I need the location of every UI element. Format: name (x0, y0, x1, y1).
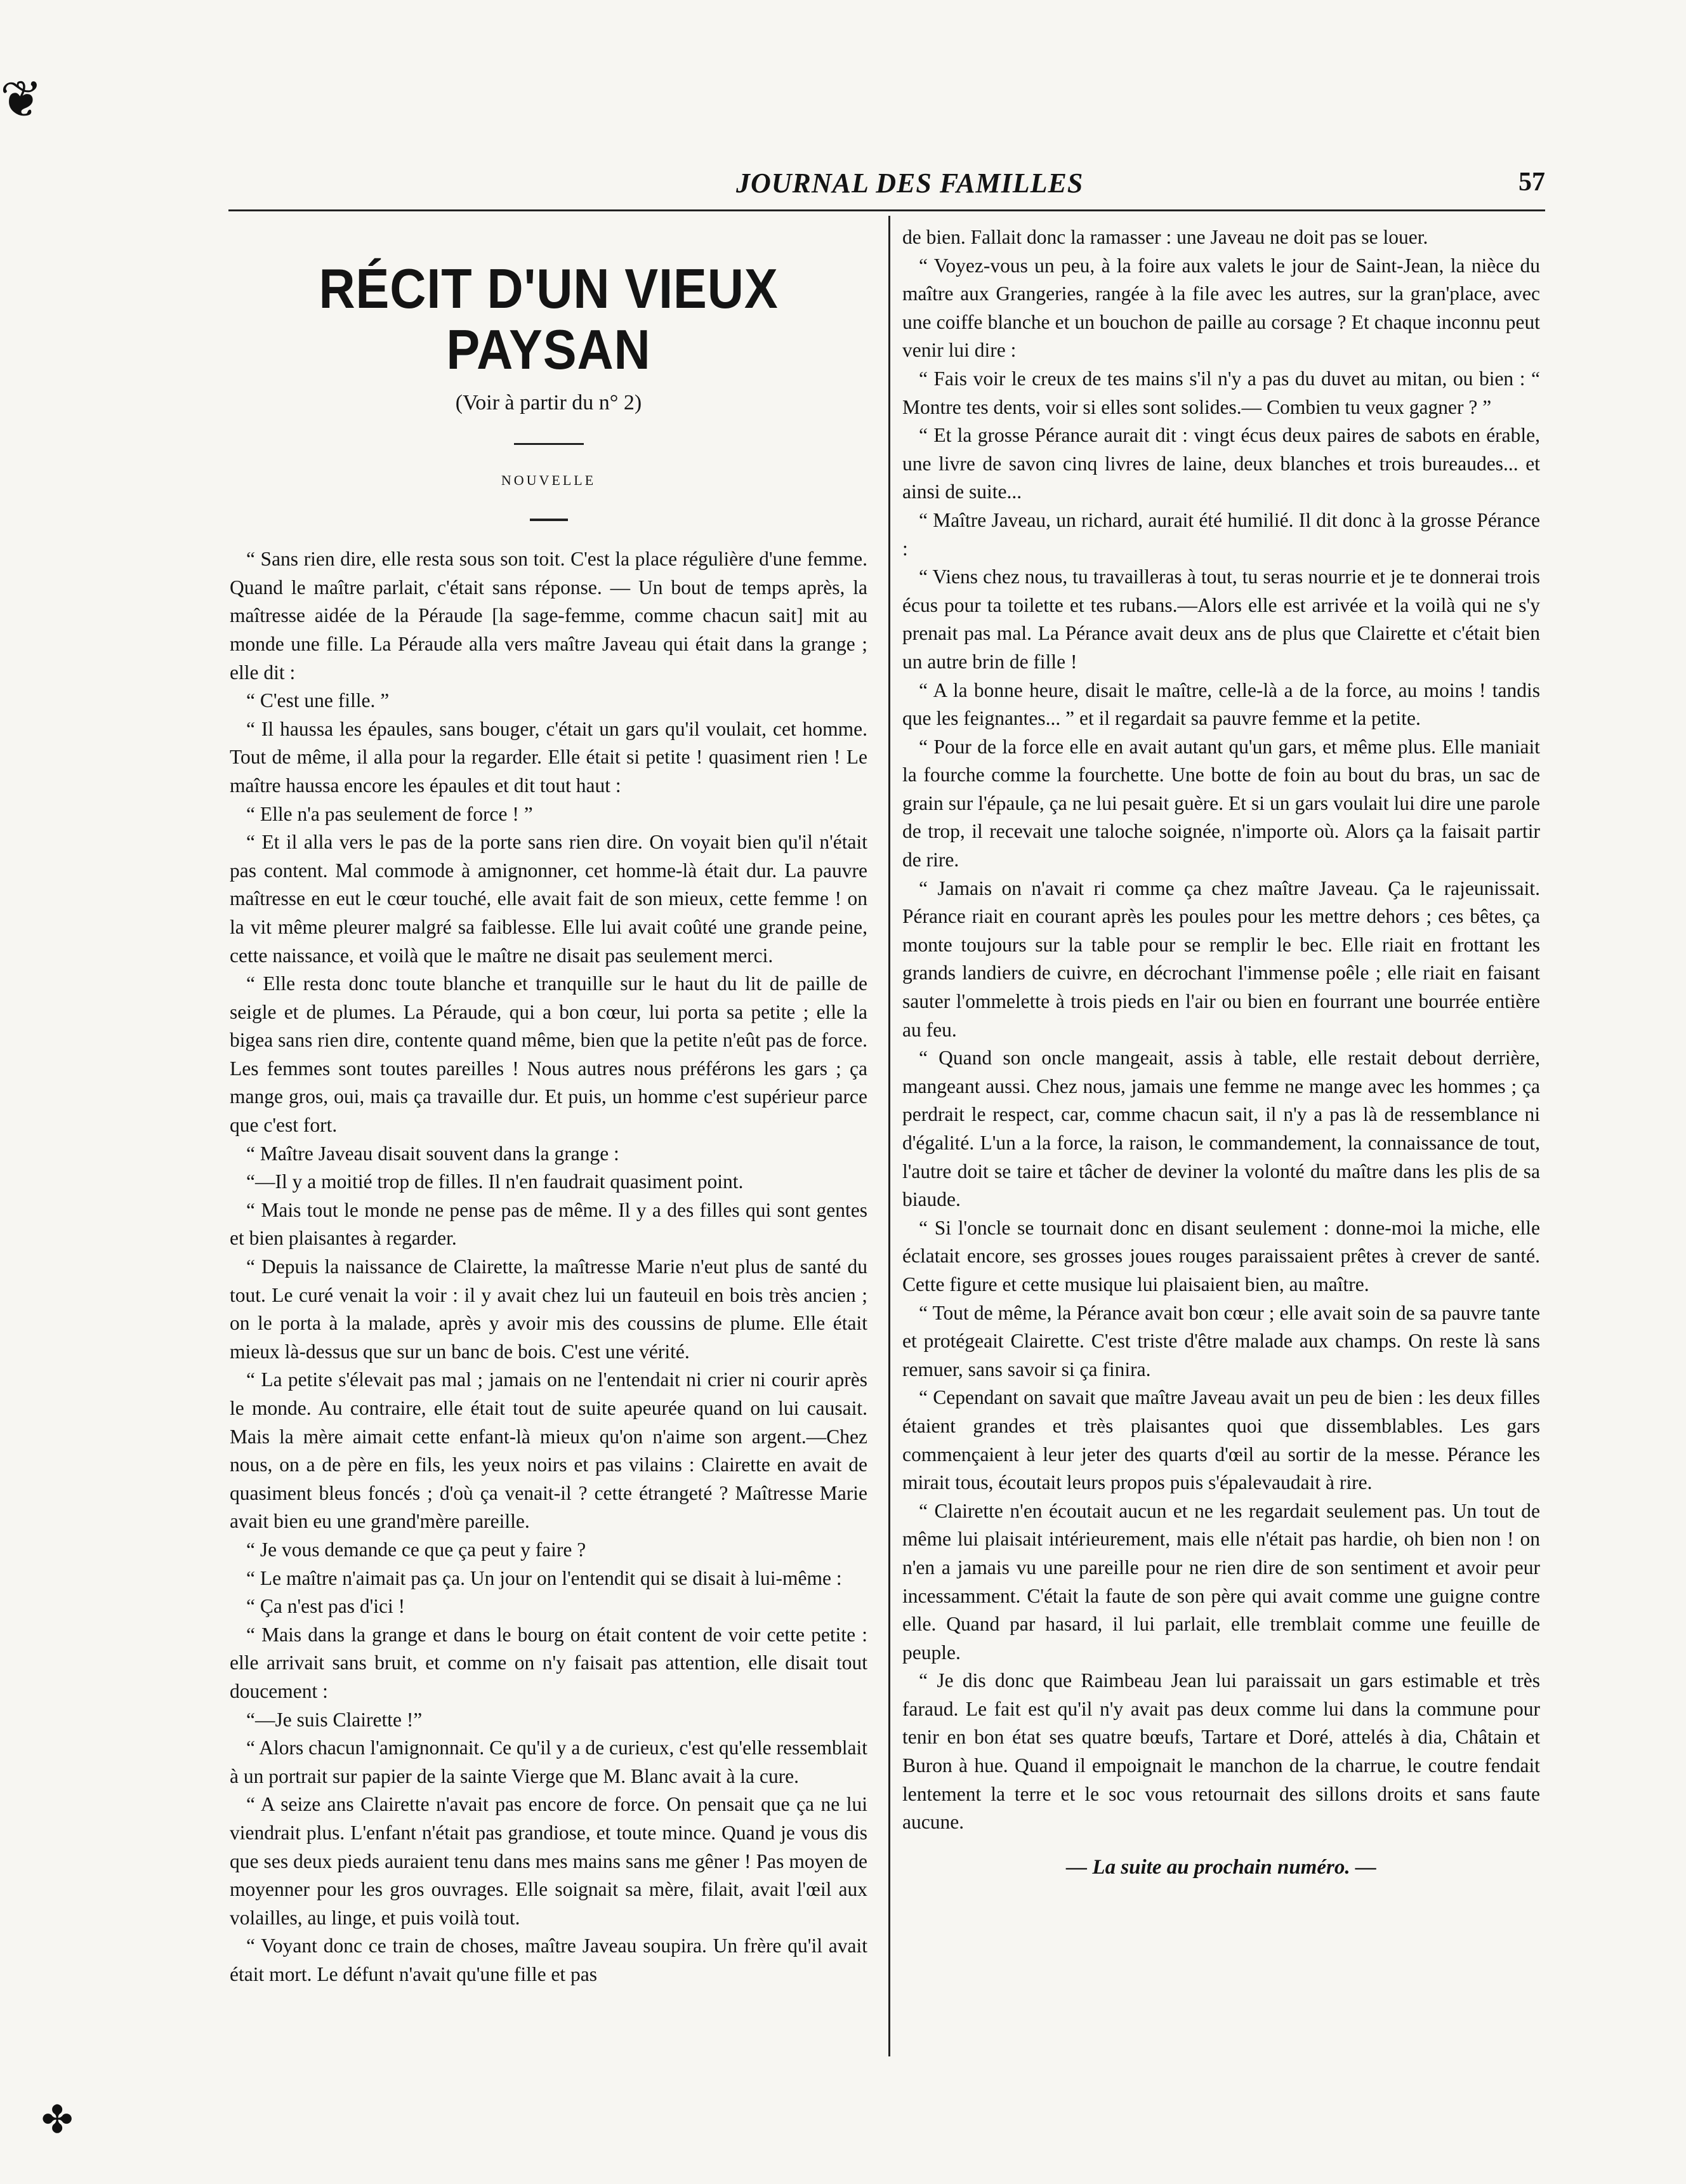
paragraph: “ Maître Javeau, un richard, aurait été humilié. Il dit donc à la grosse Pérance : (902, 508, 1540, 560)
paragraph: “ Maître Javeau disait souvent dans la grange : (246, 1142, 619, 1165)
paragraph: “ Le maître n'aimait pas ça. Un jour on l'entendit qui se disait à lui-même : (246, 1566, 842, 1589)
paragraph: “ Ça n'est pas d'ici ! (246, 1595, 405, 1618)
paragraph: “ Mais tout le monde ne pense pas de même. Il y a des filles qui sont gentes et bien plaisantes à regarder. (230, 1198, 867, 1250)
paragraph: “ A seize ans Clairette n'avait pas encore de force. On pensait que ça ne lui viendrait plus. L'enfant n'était pas grandiose, et toute mince. Quand je vous dis que ses deux pieds auraient tenu dans mes mains sans me gêner ! Pas moyen de moyenner pour les gros ouvrages. Elle soignait sa mère, filait, avait l'œil aux volailles, au linge, et puis voilà tout. (230, 1793, 867, 1929)
paragraph: “ Et il alla vers le pas de la porte sans rien dire. On voyait bien qu'il n'était pas content. Mal commode à amignonner, cet homme-là était dur. La pauvre maîtresse en eut le cœur touché, elle avait fait de son mieux, cette femme ! on la vit même pleurer malgré sa faiblesse. Elle lui avait coûté une grande peine, cette naissance, et voilà que le maître ne disait pas seulement merci. (230, 831, 867, 967)
paragraph: “ A la bonne heure, disait le maître, celle-là a de la force, au moins ! tandis que les feignantes... ” et il regardait sa pauvre femme et la petite. (902, 678, 1540, 730)
section-rule (530, 519, 568, 521)
page-number: 57 (1518, 168, 1545, 197)
paragraph: “ C'est une fille. ” (246, 689, 390, 712)
column-divider (888, 216, 890, 2056)
paragraph: “ Voyez-vous un peu, à la foire aux valets le jour de Saint-Jean, la nièce du maître aux Grangeries, rangée à la file avec les autres, sur la gran'place, avec une coiffe blanche et un bouchon de paille au corsage ? Et chaque inconnu peut venir lui dire : (902, 254, 1540, 362)
paragraph: “ Alors chacun l'amignonnait. Ce qu'il y a de curieux, c'est qu'elle ressemblait à un portrait sur papier de la sainte Vierge que M. Blanc avait à la cure. (230, 1737, 867, 1787)
paragraph: “ Voyant donc ce train de choses, maître Javeau soupira. Un frère qu'il avait était mort. Le défunt n'avait qu'une fille et pas (230, 1935, 867, 1985)
paragraph: “ Mais dans la grange et dans le bourg on était content de voir cette petite : elle arrivait sans bruit, et comme on n'y faisait pas attention, elle disait tout doucement : (230, 1623, 867, 1702)
page-header (228, 162, 1545, 213)
paragraph: “ Quand son oncle mangeait, assis à table, elle restait debout derrière, mangeant aussi. Chez nous, jamais une femme ne mange avec les hommes ; ça perdrait le respect, car, comme chacun sait, il n'y a pas là de ressemblance ni d'égalité. L'un a la force, la raison, le commandement, la connaissance de tout, l'autre doit se taire et tâcher de deviner la volonté du maître dans les plis de sa biaude. (902, 1047, 1540, 1211)
paragraph: “ Fais voir le creux de tes mains s'il n'y a pas du duvet au mitan, ou bien : “ Montre tes dents, voir si elles sont solides.— Combien tu veux gagner ? ” (902, 367, 1540, 418)
paragraph: “ Depuis la naissance de Clairette, la maîtresse Marie n'eut plus de santé du tout. Le curé venait la voir : il y avait chez lui un fauteuil en bois très ancien ; on le porta à la malade, après y avoir mis des coussins de plume. Elle était mieux là-dessus que sur un banc de bois. C'est une vérité. (230, 1255, 867, 1363)
paragraph: “ Elle resta donc toute blanche et tranquille sur le haut du lit de paille de seigle et de plumes. La Péraude, qui a bon cœur, lui porta sa petite ; elle la bigea sans rien dire, contente quand même, bien que la petite n'eût pas de force. Les femmes sont toutes pareilles ! Nous autres nous préférons les gars ; ça mange gros, oui, mais ça travaille dur. Et puis, un homme c'est supérieur parce que c'est fort. (230, 972, 867, 1137)
margin-ornament-bottom: ✤ (41, 2098, 74, 2142)
paragraph: “ Elle n'a pas seulement de force ! ” (246, 802, 533, 825)
title-rule (514, 443, 584, 445)
article-title: RÉCIT D'UN VIEUX PAYSAN (319, 257, 779, 381)
paragraph: “ Cependant on savait que maître Javeau avait un peu de bien : les deux filles étaient grandes et très plaisantes quoi que dissemblables. Les gars commençaient à leur jeter des quarts d'œil au sortir de la messe. Pérance les mirait tous, écoutait leurs propos puis s'épalevaudait à rire. (902, 1386, 1540, 1494)
paragraph: “ Tout de même, la Pérance avait bon cœur ; elle avait soin de sa pauvre tante et protégeait Clairette. C'est triste d'être malade aux champs. On reste là sans remuer, sans savoir si ça finira. (902, 1301, 1540, 1380)
header-rule (228, 209, 1545, 211)
journal-title: JOURNAL DES FAMILLES (736, 168, 1084, 199)
paragraph: “ Si l'oncle se tournait donc en disant seulement : donne-moi la miche, elle éclatait encore, ses grosses joues rouges paraissaient prêtes à crever de santé. Cette figure et cette musique lui plaisaient bien, au maître. (902, 1216, 1540, 1295)
paragraph: “ Je dis donc que Raimbeau Jean lui paraissait un gars estimable et très faraud. Le fait est qu'il n'y avait pas deux comme lui dans la commune pour tenir en bon état ses quatre bœufs, Tartare et Doré, attelés à dia, Châtain et Buron à hue. Quand il empoignait le manchon de la charrue, le coutre fendait lentement la terre et le soc vous retournait des sillons droits et sans faute aucune. (902, 1669, 1540, 1834)
paragraph: “ Pour de la force elle en avait autant qu'un gars, et même plus. Elle maniait la fourche comme la fourchette. Une botte de foin au bout du bras, un sac de grain sur l'épaule, ça ne lui pesait guère. Et si un gars voulait lui dire une parole de trop, il recevait une taloche soignée, n'importe où. Alors ça la faisait partir de rire. (902, 735, 1540, 871)
paragraph: “ Et la grosse Pérance aurait dit : vingt écus deux paires de sabots en érable, une livre de savon cinq livres de laine, deux blanches et trois bureaudes... et ainsi de suite... (902, 424, 1540, 503)
paragraph: “—Il y a moitié trop de filles. Il n'en faudrait quasiment point. (246, 1170, 744, 1193)
paragraph-continued: de bien. Fallait donc la ramasser : une Javeau ne doit pas se louer. (902, 226, 1428, 248)
article-subtitle: (Voir à partir du n° 2) (455, 391, 642, 414)
paragraph: “ Sans rien dire, elle resta sous son toit. C'est la place régulière d'une femme. Quand le maître parlait, c'était sans réponse. — Un bout de temps après, la maîtresse aidée de la Péraude [la sage-femme, comme chacun sait] mit au monde une fille. La Péraude alla vers maître Javeau qui était dans la grange ; elle dit : (230, 548, 867, 684)
section-heading: NOUVELLE (501, 472, 596, 488)
paragraph: “ Il haussa les épaules, sans bouger, c'était un gars qu'il voulait, cet homme. Tout de même, il alla pour la regarder. Elle était si petite ! quasiment rien ! Le maître haussa encore les épaules et dit tout haut : (230, 717, 867, 797)
margin-ornament-top: ❦ (0, 70, 43, 129)
paragraph: “ Clairette n'en écoutait aucun et ne les regardait seulement pas. Un tout de même lui plaisait intérieurement, mais elle n'était pas hardie, oh bien non ! on n'en a jamais vu une pareille pour ne rien dire de son sentiment et avoir peur incessamment. C'était la faute de son père qui avait comme une guigne contre elle. Quand par hasard, il lui parlait, elle tremblait comme une feuille de peuple. (902, 1499, 1540, 1664)
paragraph: “ Je vous demande ce que ça peut y faire ? (246, 1538, 586, 1561)
paragraph: “—Je suis Clairette !” (246, 1708, 423, 1731)
continuation-notice: — La suite au prochain numéro. — (1066, 1855, 1376, 1879)
paragraph: “ Viens chez nous, tu travailleras à tout, tu seras nourrie et je te donnerai trois écus pour ta toilette et tes rubans.—Alors elle est arrivée et la voilà qui ne s'y prenait pas mal. La Pérance avait deux ans de plus que Clairette et c'était bien un autre brin de fille ! (902, 566, 1540, 673)
paragraph: “ La petite s'élevait pas mal ; jamais on ne l'entendait ni crier ni courir après le monde. Au contraire, elle était tout de suite apeurée quand on lui causait. Mais la mère aimait cette enfant-là mieux qu'on n'aime son argent.—Chez nous, on a de père en fils, les yeux noirs et pas vilains : Clairette en avait de quasiment bleus foncés ; d'où ça venait-il ? cette étrangeté ? Maîtresse Marie avait bien eu une grand'mère pareille. (230, 1368, 867, 1533)
right-column (902, 223, 1540, 1881)
paragraph: “ Jamais on n'avait ri comme ça chez maître Javeau. Ça le rajeunissait. Pérance riait en courant après les poules pour les mettre dehors ; ces bêtes, ça monte toujours sur la table pour se remplir le bec. Elle riait en frottant les grands landiers de cuivre, en décrochant l'immense poêle ; elle riait en faisant sauter l'ommelette à trois pieds en l'air ou bien en fourrant une bourrée entière au feu. (902, 877, 1540, 1041)
left-column (230, 223, 867, 1989)
